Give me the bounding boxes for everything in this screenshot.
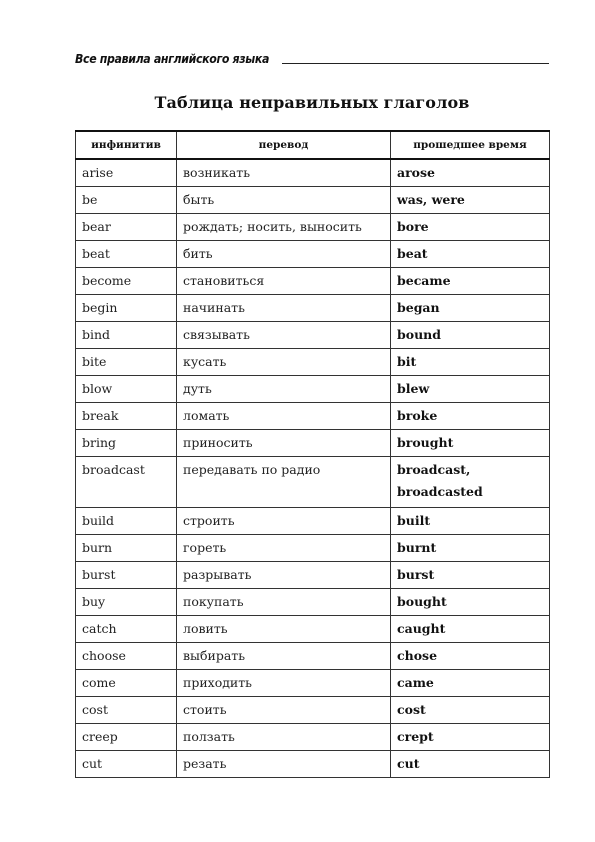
running-header-title: Все правила английского языка <box>75 51 270 66</box>
cell-infinitive: arise <box>76 159 177 187</box>
cell-infinitive: broadcast <box>76 457 177 508</box>
irregular-verbs-table <box>75 130 550 778</box>
cell-past: cost <box>391 697 550 724</box>
cell-infinitive: choose <box>76 643 177 670</box>
column-header-infinitive: инфинитив <box>76 131 177 159</box>
column-header-past: прошедшее время <box>391 131 550 159</box>
cell-past: chose <box>391 643 550 670</box>
table-row <box>76 187 550 214</box>
cell-past: beat <box>391 241 550 268</box>
cell-infinitive: buy <box>76 589 177 616</box>
cell-translation: приносить <box>177 430 391 457</box>
cell-past: began <box>391 295 550 322</box>
table-row <box>76 159 550 187</box>
table-row <box>76 457 550 508</box>
table-row <box>76 751 550 778</box>
cell-past: burst <box>391 562 550 589</box>
table-row <box>76 403 550 430</box>
table-row <box>76 268 550 295</box>
cell-past: came <box>391 670 550 697</box>
table-row <box>76 430 550 457</box>
cell-translation: начинать <box>177 295 391 322</box>
cell-infinitive: cost <box>76 697 177 724</box>
table-row <box>76 562 550 589</box>
cell-infinitive: cut <box>76 751 177 778</box>
cell-translation: передавать по радио <box>177 457 391 508</box>
header-rule <box>282 63 549 64</box>
cell-translation: ломать <box>177 403 391 430</box>
table-row <box>76 295 550 322</box>
table-row <box>76 535 550 562</box>
cell-past: cut <box>391 751 550 778</box>
cell-past-line: broadcasted <box>397 484 483 499</box>
cell-translation: покупать <box>177 589 391 616</box>
table-row <box>76 322 550 349</box>
cell-infinitive: become <box>76 268 177 295</box>
cell-past: became <box>391 268 550 295</box>
cell-past: bound <box>391 322 550 349</box>
table-body <box>76 159 550 778</box>
cell-past: burnt <box>391 535 550 562</box>
cell-translation: строить <box>177 508 391 535</box>
table-row <box>76 508 550 535</box>
cell-infinitive: be <box>76 187 177 214</box>
cell-translation: ловить <box>177 616 391 643</box>
table-row <box>76 376 550 403</box>
cell-infinitive: burn <box>76 535 177 562</box>
table-row <box>76 697 550 724</box>
page-title: Таблица неправильных глаголов <box>154 93 470 112</box>
table-row <box>76 670 550 697</box>
cell-infinitive: bring <box>76 430 177 457</box>
table-row <box>76 241 550 268</box>
cell-infinitive: begin <box>76 295 177 322</box>
cell-translation: становиться <box>177 268 391 295</box>
table-row <box>76 589 550 616</box>
running-header <box>75 46 549 66</box>
cell-past <box>391 457 550 508</box>
cell-past: built <box>391 508 550 535</box>
cell-past: bit <box>391 349 550 376</box>
table-row <box>76 643 550 670</box>
cell-infinitive: bite <box>76 349 177 376</box>
cell-past: crept <box>391 724 550 751</box>
cell-translation: бить <box>177 241 391 268</box>
cell-past: arose <box>391 159 550 187</box>
cell-past-line: broadcast, <box>397 462 471 477</box>
cell-translation: разрывать <box>177 562 391 589</box>
cell-translation: гореть <box>177 535 391 562</box>
cell-translation: приходить <box>177 670 391 697</box>
cell-past: blew <box>391 376 550 403</box>
cell-past: bought <box>391 589 550 616</box>
cell-translation: резать <box>177 751 391 778</box>
cell-translation: рождать; носить, выносить <box>177 214 391 241</box>
cell-past: brought <box>391 430 550 457</box>
cell-translation: дуть <box>177 376 391 403</box>
table-header-row <box>76 131 550 159</box>
cell-infinitive: blow <box>76 376 177 403</box>
cell-translation: выбирать <box>177 643 391 670</box>
cell-translation: быть <box>177 187 391 214</box>
cell-past: broke <box>391 403 550 430</box>
cell-translation: кусать <box>177 349 391 376</box>
cell-past: was, were <box>391 187 550 214</box>
cell-infinitive: build <box>76 508 177 535</box>
table-row <box>76 616 550 643</box>
cell-translation: связывать <box>177 322 391 349</box>
cell-translation: возникать <box>177 159 391 187</box>
cell-infinitive: burst <box>76 562 177 589</box>
cell-infinitive: bind <box>76 322 177 349</box>
cell-past: caught <box>391 616 550 643</box>
cell-translation: ползать <box>177 724 391 751</box>
cell-past: bore <box>391 214 550 241</box>
cell-infinitive: come <box>76 670 177 697</box>
cell-translation: стоить <box>177 697 391 724</box>
cell-infinitive: break <box>76 403 177 430</box>
cell-infinitive: creep <box>76 724 177 751</box>
cell-infinitive: bear <box>76 214 177 241</box>
table-row <box>76 214 550 241</box>
table-row <box>76 349 550 376</box>
table-row <box>76 724 550 751</box>
column-header-translation: перевод <box>177 131 391 159</box>
cell-infinitive: catch <box>76 616 177 643</box>
cell-infinitive: beat <box>76 241 177 268</box>
